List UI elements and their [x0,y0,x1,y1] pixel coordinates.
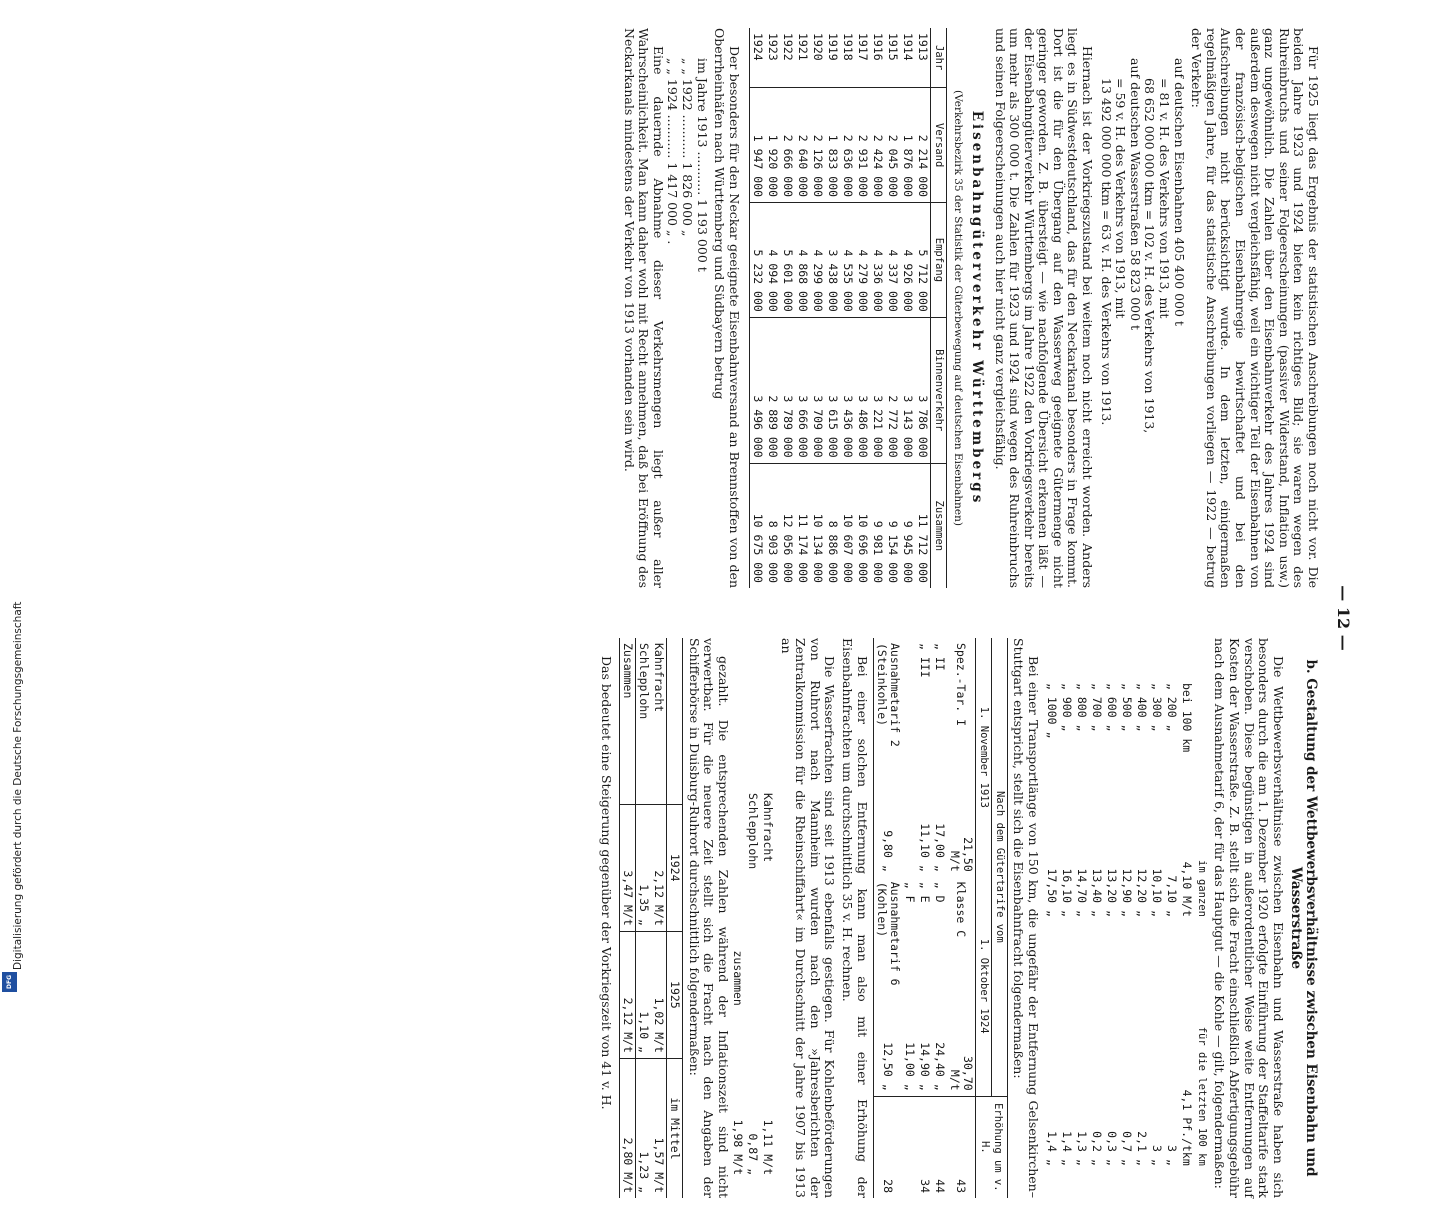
ttab-cell: Klasse C [954,881,969,938]
sum-value: 1,98 M/t [731,1119,746,1175]
tariff-cell: bei 100 km [1179,683,1194,753]
table-row [765,28,780,588]
table-row [749,28,765,588]
table-cell: 1916 [870,33,885,61]
page-number: — 12 — [1334,585,1353,651]
table-cell: 1917 [855,33,870,61]
ttab-row [947,638,976,1198]
table-cell: 3 221 000 [870,317,885,463]
freight-row [620,638,636,1198]
freight-cell: 1,10 „ [636,931,652,1058]
table-cell: 10 134 000 [810,463,825,588]
ttab-cell: Ausnahmetarif 2 (Steinkohle) [874,643,902,747]
tariff-cell: „ 200 „ [1164,683,1179,732]
table-cell: 12 056 000 [780,463,795,588]
table-cell: 3 496 000 [749,317,765,463]
ttab-cell: 11,00 „ [902,1042,917,1091]
ttab-cell: 24,40 „ [932,1042,947,1091]
ttab-head-1913: 1. November 1913 [975,638,991,877]
tariff-cell: „ 300 „ [1149,683,1164,732]
rail-line-2: = 81 v. H. des Verkehrs von 1913, mit [1157,78,1173,319]
kf-label: Kahnfracht [761,793,776,863]
left-column [140,28,1320,588]
tariff-cell: „ 800 „ [1074,683,1089,732]
tariff-cell: 2,1 „ [1134,1131,1149,1166]
table-cell: 4 535 000 [840,203,855,318]
rail-freight-table [749,28,947,588]
tariff-row [1179,678,1194,1171]
right-column [140,638,1320,1198]
table-cell: 3 666 000 [795,317,810,463]
fuel-1922: „ „ 1922 ........... 1 826 000 „ [679,58,695,237]
ttab-cell [902,638,917,812]
tariff-cell: 4,10 M/t [1179,861,1194,917]
table-row [780,28,795,588]
fuel-1913: im Jahre 1913 ........... 1 193 000 t [694,58,710,272]
freight-cell: 1,23 „ [636,1058,652,1198]
table-cell: 1920 [810,33,825,61]
tariff-row [1059,678,1074,1171]
table-cell: 1 947 000 [749,88,765,203]
tariff-cell: „ 900 „ [1059,683,1074,732]
tariff-cell: „ 700 „ [1089,683,1104,732]
sl-label: Schlepplohn [746,793,761,870]
freight-cell: Kahnfracht [652,643,667,713]
tariff-row [1089,678,1104,1171]
table-cell: 1913 [915,33,930,61]
table-cell: 11 174 000 [795,463,810,588]
tariff-cell: „ 600 „ [1104,683,1119,732]
ttab-cell: „ F [902,881,917,903]
table-cell: 2 636 000 [840,88,855,203]
table-row [900,28,915,588]
tariff-cell: 0,7 „ [1119,1131,1134,1166]
freight-cell: 2,12 M/t [651,804,667,931]
table-row [885,28,900,588]
freight-row [636,638,652,1198]
tariff-cell: 3 „ [1164,1145,1179,1166]
tariff-cell: 0,2 „ [1089,1131,1104,1166]
tariff-head-last: für die letzten 100 km [1195,1026,1208,1166]
tariff-cell: „ 400 „ [1134,683,1149,732]
tariff-row [1149,678,1164,1171]
competition-paragraph: Die Wettbewerbsverhältnisse zwischen Eisenbahn und Wasserstraße haben sich besonders durch die am 1. Dezember 1920 erfolgte Einführung der Staffeltarife stark verschoben. Diese begünstigen in außerordentlicher Weise weite Entfernungen auf Kosten der Wasserstraße. Z. B. stellt sich die Fracht einschließlich Abfertigungsgebühr nach dem Ausnahmetarif 6, der für das Hauptgut — die Kohle — gilt, folgendermaßen: [1212,638,1286,1198]
table-cell: 11 712 000 [915,463,931,588]
table-cell: 2 640 000 [795,88,810,203]
tariff-cell: 10,10 „ [1149,868,1164,917]
ftab-head-1925: 1925 [667,931,683,1058]
rotated-page-content [152,28,1353,1198]
ttab-cell: 12,50 „ [881,1042,896,1091]
table-cell: 2 931 000 [855,88,870,203]
tariff-cell: 3 „ [1149,1145,1164,1166]
tariff-cell: „ 1000 „ [1044,683,1059,739]
ttab-cell: 9,80 „ [881,830,896,872]
ttab-row [902,638,917,1198]
table-cell: 1921 [795,33,810,61]
table-cell: 8 903 000 [765,463,780,588]
ttab-cell: Spez.-Tar. I [954,643,969,727]
ttab-cell: 34 [917,1096,932,1198]
rail-table-subtitle: (Verkehrsbezirk 35 der Statistik der Güterbewegung auf deutschen Eisenbahnen) [952,90,965,526]
ttab-cell: 44 [932,1096,947,1198]
table-cell: 10 675 000 [749,463,765,588]
table-cell: 3 789 000 [780,317,795,463]
water-line-1: auf deutschen Wasserstraßen 58 823 000 t [1127,58,1143,331]
table-cell: 3 709 000 [810,317,825,463]
freight-cell: 1,57 M/t [651,1058,667,1198]
fuel-1924: „ „ 1924 ........... 1 417 000 „ . [665,58,681,245]
table-cell: 4 094 000 [765,203,780,318]
ttab-cell: „ E [917,881,932,903]
tariff-comparison-table [873,638,1008,1198]
fuel-paragraph: Der besonders für den Neckar geeignete Eisenbahnversand an Brennstoffen von den Oberrheinhäfen nach Württemberg und Südbayern betrug [712,28,742,588]
rail-line-3: 68 652 000 000 tkm = 102 v. H. des Verkehrs von 1913, [1142,78,1158,434]
table-row [840,28,855,588]
ttab-cell: 30,70 M/t [947,1056,975,1091]
tariff-table [1044,678,1209,1171]
conclusion-paragraph: Eine dauernde Abnahme dieser Verkehrsmengen liegt außer aller Wahrscheinlichkeit. Man kann daher wohl mit Recht annehmen, daß bei Eröffnung des Neckarkanals mindestens der Verkehr von 1913 vorhanden sein wird. [621,28,666,588]
tariff-cell: 1,3 „ [1074,1131,1089,1166]
digitization-sidebar [0,0,24,1000]
table-cell: 2 424 000 [870,88,885,203]
table-cell: 4 868 000 [795,203,810,318]
ttab-cell: 11,10 „ [917,823,932,872]
tariff-cell: 4,1 Pf./tkm [1179,1089,1194,1166]
table-cell: 4 279 000 [855,203,870,318]
tariff-cell: 17,50 „ [1044,868,1059,917]
sl-value: 0,87 „ [746,1133,761,1175]
table-cell: 8 886 000 [825,463,840,588]
ttab-head-main: Nach dem Gütertarife vom [991,638,1007,1096]
col-header-receipt: Empfang [930,203,946,318]
rail-line-1: auf deutschen Eisenbahnen 405 400 000 t [1171,58,1187,326]
ttab-cell: 28 [873,1096,902,1198]
ttab-head-increase: Erhöhung um v. H. [975,1096,1007,1198]
table-cell: 3 438 000 [825,203,840,318]
ttab-cell [902,812,917,876]
dfg-logo: DFG [2,972,17,992]
table-row [825,28,840,588]
table-cell: 2 772 000 [885,317,900,463]
table-cell: 3 615 000 [825,317,840,463]
table-cell: 4 926 000 [900,203,915,318]
table-cell: 2 045 000 [885,88,900,203]
table-cell: 1924 [750,33,765,61]
freight-row [651,638,667,1198]
tariff-row [1044,678,1059,1171]
tariff-cell: 13,40 „ [1089,868,1104,917]
table-cell: 1915 [885,33,900,61]
table-cell: 9 945 000 [900,463,915,588]
kf-value: 1,11 M/t [761,1119,776,1175]
table-cell: 1919 [825,33,840,61]
sum-label: zusammen [731,950,746,1006]
table-cell: 10 607 000 [840,463,855,588]
intro-paragraph: Für 1925 liegt das Ergebnis der statistischen Anschreibungen noch nicht vor. Die beiden Jahre 1923 und 1924 bieten kein richtiges Bild; sie waren wegen des Ruhreinbruchs und seiner Folgeerscheinungen (passiver Widerstand, Inflation usw.) ganz ungewöhnlich. Die Zahlen über den Eisenbahnverkehr des Jahres 1924 sind außerdem deswegen nicht vergleichsfähig, weil ein wichtiger Teil der Eisenbahnen von der französisch-belgischen Eisenbahnregie bewirtschaftet und bei den Aufschreibungen nicht berücksichtigt wurde. In dem letzten, einigermaßen regelmäßigen Jahre, für das statistische Anschreibungen vorliegen — 1922 — betrug der Verkehr: [1189,28,1321,588]
freight-cell: Schlepplohn [637,643,652,720]
table-cell: 4 337 000 [885,203,900,318]
table-cell: 2 126 000 [810,88,825,203]
col-header-total: Zusammen [930,463,946,588]
freight-cell: 2,12 M/t [620,931,636,1058]
tariff-cell: 14,70 „ [1074,868,1089,917]
tariff-cell: 1,4 „ [1059,1131,1074,1166]
table-cell: 1923 [765,33,780,61]
table-cell: 5 601 000 [780,203,795,318]
postwar-paragraph: Hiernach ist der Vorkriegszustand bei weitem noch nicht erreicht worden. Anders liegt es in Südwestdeutschland, das für den Neckarkanal besonders in Frage kommt. Dort ist die für den Übergang auf den Wasserweg geeignete Gütermenge nicht geringer geworden. Z. B. übersteigt — wie nachfolgende Übersicht erkennen läßt — der Eisenbahngüterverkehr Württembergs im Jahre 1922 den Vorkriegsverkehr bereits um mehr als 300 000 t. Die Zahlen für 1923 und 1924 sind wegen des Ruhreinbruchs und seinen Folgeerscheinungen auch hier nicht ganz vergleichsfähig. [992,28,1096,588]
tariff-cell: 0,3 „ [1104,1131,1119,1166]
distance-paragraph: Bei einer Transportlänge von 150 km, die ungefähr der Entfernung Gelsenkirchen–Stuttgart entspricht, stellt sich die Eisenbahnfracht folgendermaßen: [1011,638,1041,1198]
table-cell: 5 712 000 [915,203,931,318]
ttab-cell: 14,90 „ [917,1042,932,1091]
ttab-cell: 21,50 M/t [947,837,975,872]
table-cell: 9 981 000 [870,463,885,588]
ttab-cell: 43 [947,1096,976,1198]
table-cell: 1918 [840,33,855,61]
tariff-cell: „ 500 „ [1119,683,1134,732]
tariff-row [1104,678,1119,1171]
prewar-freight [730,788,775,1180]
ttab-row [917,638,932,1198]
table-cell: 3 436 000 [840,317,855,463]
freight-cell: Zusammen [620,638,636,804]
recent-paragraph: gezahlt. Die entsprechenden Zahlen während der Inflationszeit sind nicht verwertbar. Für die neuere Zeit stellt sich die Fracht nach den Angaben der Schifferbörse in Duisburg-Ruhrort durchschnittlich folgendermaßen: [686,638,732,1198]
table-row [870,28,885,588]
table-cell: 10 696 000 [855,463,870,588]
water-line-2: = 59 v. H. des Verkehrs von 1913, mit [1113,78,1129,319]
water-line-3: 13 492 000 000 tkm = 63 v. H. des Verkehrs von 1913. [1098,78,1114,426]
tariff-row [1074,678,1089,1171]
ttab-cell: 17,00 „ [932,823,947,872]
freight-cell: 1,35 „ [636,804,652,931]
col-header-internal: Binnenverkehr [930,317,946,463]
tariff-row [1119,678,1134,1171]
table-cell: 9 154 000 [885,463,900,588]
ttab-row [873,638,902,1198]
table-cell: 1914 [900,33,915,61]
table-cell: 2 214 000 [915,88,931,203]
table-cell: 2 666 000 [780,88,795,203]
tariff-cell: 13,20 „ [1104,868,1119,917]
freight-table [619,638,683,1198]
tariff-cell: 12,20 „ [1134,868,1149,917]
table-cell: 4 299 000 [810,203,825,318]
table-row [855,28,870,588]
ttab-cell: „ III [917,643,932,678]
ttab-row [932,638,947,1198]
tariff-row [1164,678,1179,1171]
section-heading: b. Gestaltung der Wettbewerbsverhältnisse zwischen Eisenbahn und Wasserstraße [1288,659,1319,1177]
table-cell: 1 833 000 [825,88,840,203]
tariff-cell: 12,90 „ [1119,868,1134,917]
ttab-head-1924: 1. Oktober 1924 [975,877,991,1096]
tariff-cell: 7,10 „ [1164,875,1179,917]
waterfreight-paragraph: Die Wasserfrachten sind seit 1913 ebenfalls gestiegen. Für Kohlenbeförderungen von Ruhrort nach Mannheim wurden nach den »Jahresberichten der Zentralkommission für die Rheinschiffahrt« im Durchschnitt der Jahre 1907 bis 1913 an [778,638,838,1198]
increase-paragraph: Bei einer solchen Entfernung kann man also mit einer Erhöhung der Eisenbahnfrachten um durchschnittlich 35 v. H. rechnen. [840,638,870,1198]
table-cell: 1 920 000 [765,88,780,203]
rail-table-title: Eisenbahngüterverkehr Württembergs [968,110,985,506]
tariff-head-total: im ganzen [1195,860,1208,917]
table-row [915,28,931,588]
table-row [810,28,825,588]
ftab-head-avg: im Mittel [667,1058,683,1198]
increase-conclusion: Das bedeutet eine Steigerung gegenüber der Vorkriegszeit von 41 v. H. [599,656,615,1110]
tariff-cell: 1,4 „ [1044,1131,1059,1166]
table-cell: 3 786 000 [915,317,931,463]
table-cell: 4 336 000 [870,203,885,318]
table-cell: 3 486 000 [855,317,870,463]
table-cell: 2 889 000 [765,317,780,463]
table-cell: 3 143 000 [900,317,915,463]
ttab-cell [902,1096,917,1198]
table-cell: 1 876 000 [900,88,915,203]
table-cell: 1922 [780,33,795,61]
freight-cell: 3,47 M/t [620,804,636,931]
tariff-cell: 16,10 „ [1059,868,1074,917]
ftab-head-1924: 1924 [667,804,683,931]
table-cell: 5 232 000 [749,203,765,318]
freight-cell: 2,80 M/t [620,1058,636,1198]
ttab-cell: „ D [932,881,947,903]
table-row [795,28,810,588]
dfg-credit: Digitalisierung gefördert durch die Deutsche Forschungsgemeinschaft [12,601,24,970]
freight-cell: 1,02 M/t [651,931,667,1058]
ttab-cell: Ausnahmetarif 6 (Kohlen) [874,881,902,986]
tariff-row [1134,678,1149,1171]
col-header-dispatch: Versand [930,88,946,203]
col-header-year: Jahr [930,28,946,88]
ttab-cell: „ II [932,643,947,671]
